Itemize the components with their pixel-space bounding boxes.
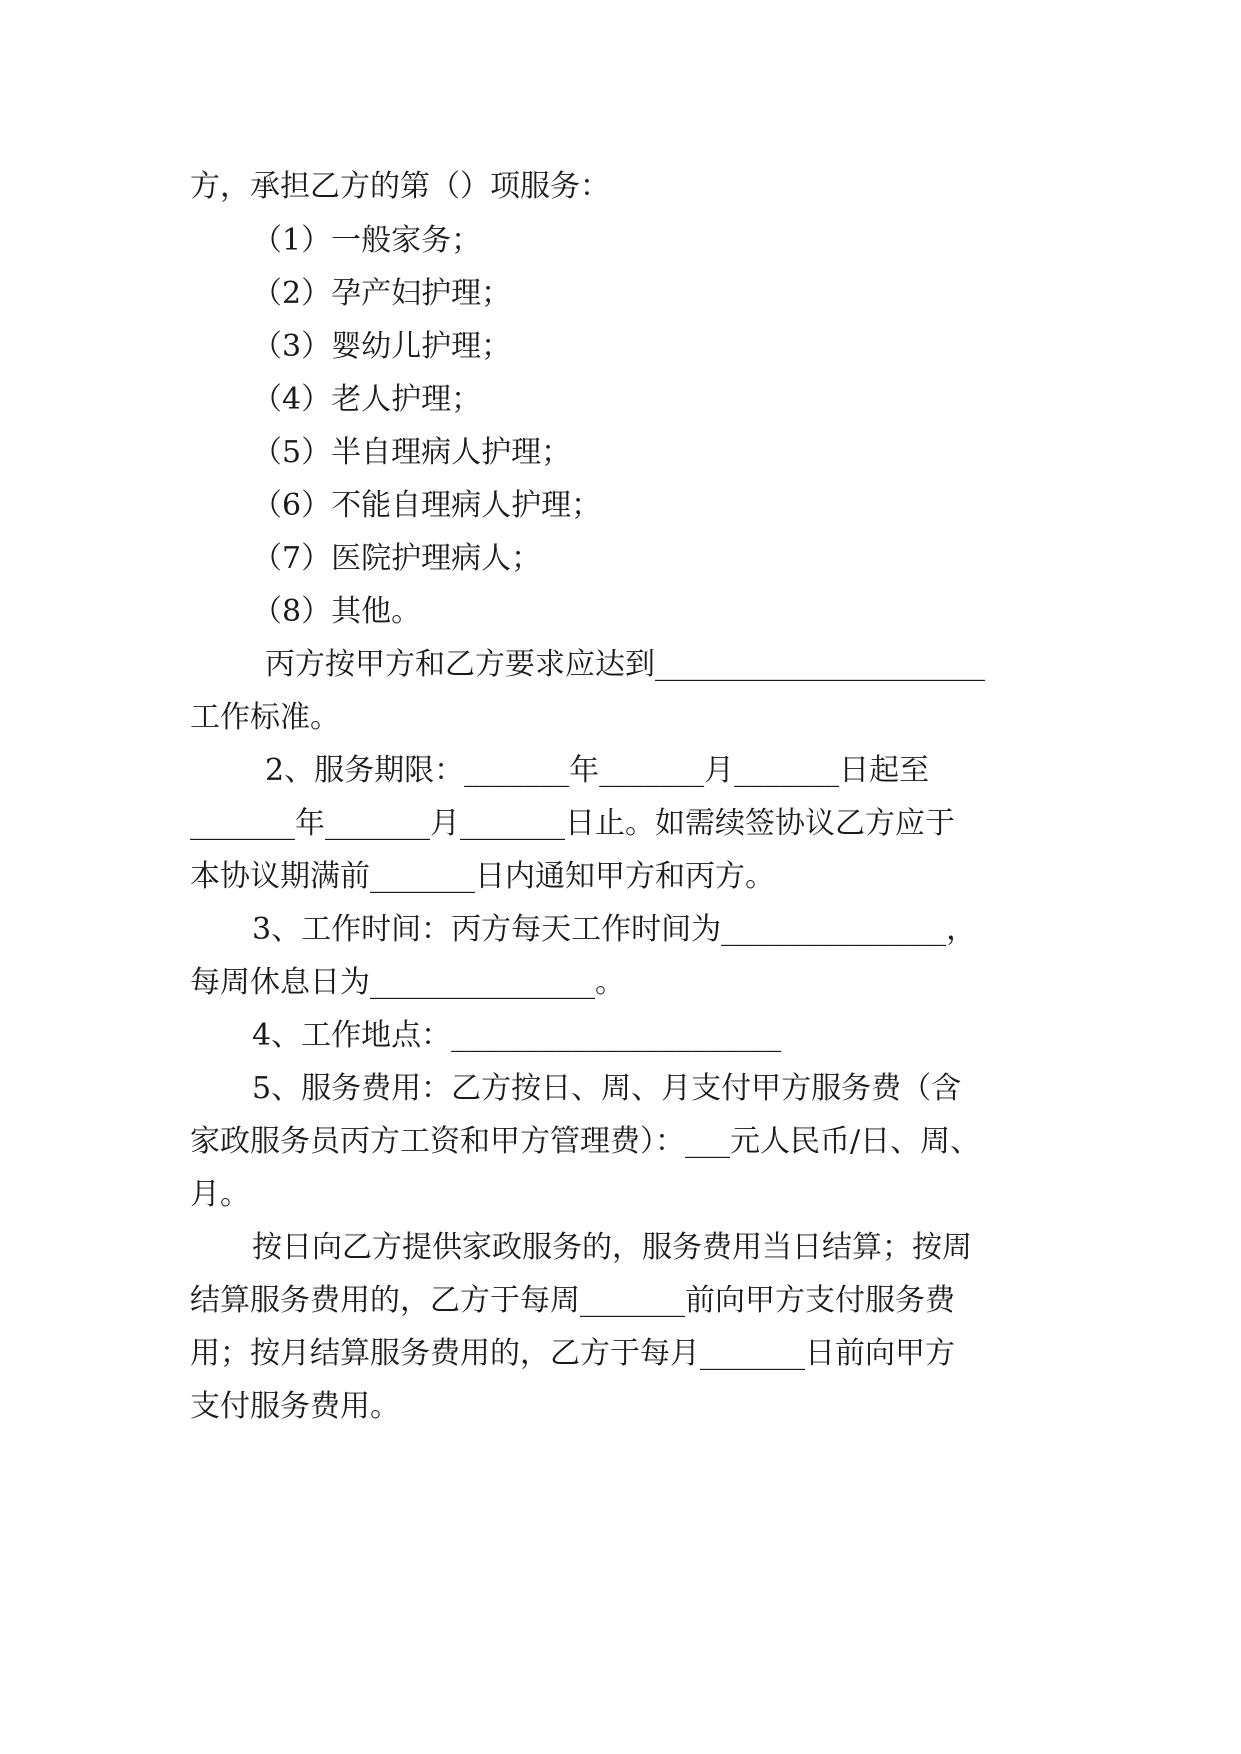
text-line: 每周休息日为_______________。 (190, 965, 625, 1000)
list-item: （7）医院护理病人； (252, 541, 542, 576)
list-item: （6）不能自理病人护理； (252, 488, 602, 523)
text-line: 本协议期满前_______日内通知甲方和丙方。 (190, 859, 775, 894)
list-item: （3）婴幼儿护理； (252, 329, 512, 364)
text-line: 4、工作地点：______________________ (252, 1018, 782, 1053)
text-line: 2、服务期限：_______年_______月_______日起至 (265, 753, 930, 788)
text-line: 家政服务员丙方工资和甲方管理费）：___元人民币/日、周、 (190, 1124, 981, 1159)
text-line: 用；按月结算服务费用的，乙方于每月_______日前向甲方 (190, 1336, 955, 1371)
list-item: （4）老人护理； (252, 382, 482, 417)
list-item: （1）一般家务； (252, 223, 482, 258)
text-line: 5、服务费用：乙方按日、周、月支付甲方服务费（含 (252, 1071, 962, 1106)
text-line: 丙方按甲方和乙方要求应达到______________________ (265, 647, 985, 682)
text-line: 3、工作时间：丙方每天工作时间为_______________， (252, 912, 977, 947)
text-line: _______年_______月_______日止。如需续签协议乙方应于 (190, 806, 955, 841)
text-line: 支付服务费用。 (190, 1389, 400, 1424)
list-item: （8）其他。 (252, 594, 422, 629)
list-item: （2）孕产妇护理； (252, 276, 512, 311)
text-line: 工作标准。 (190, 700, 340, 735)
text-line: 按日向乙方提供家政服务的，服务费用当日结算；按周 (252, 1230, 972, 1265)
text-line: 结算服务费用的，乙方于每周_______前向甲方支付服务费 (190, 1283, 955, 1318)
text-line: 方，承担乙方的第（）项服务： (190, 169, 610, 204)
list-item: （5）半自理病人护理； (252, 435, 572, 470)
text-line: 月。 (190, 1177, 250, 1212)
